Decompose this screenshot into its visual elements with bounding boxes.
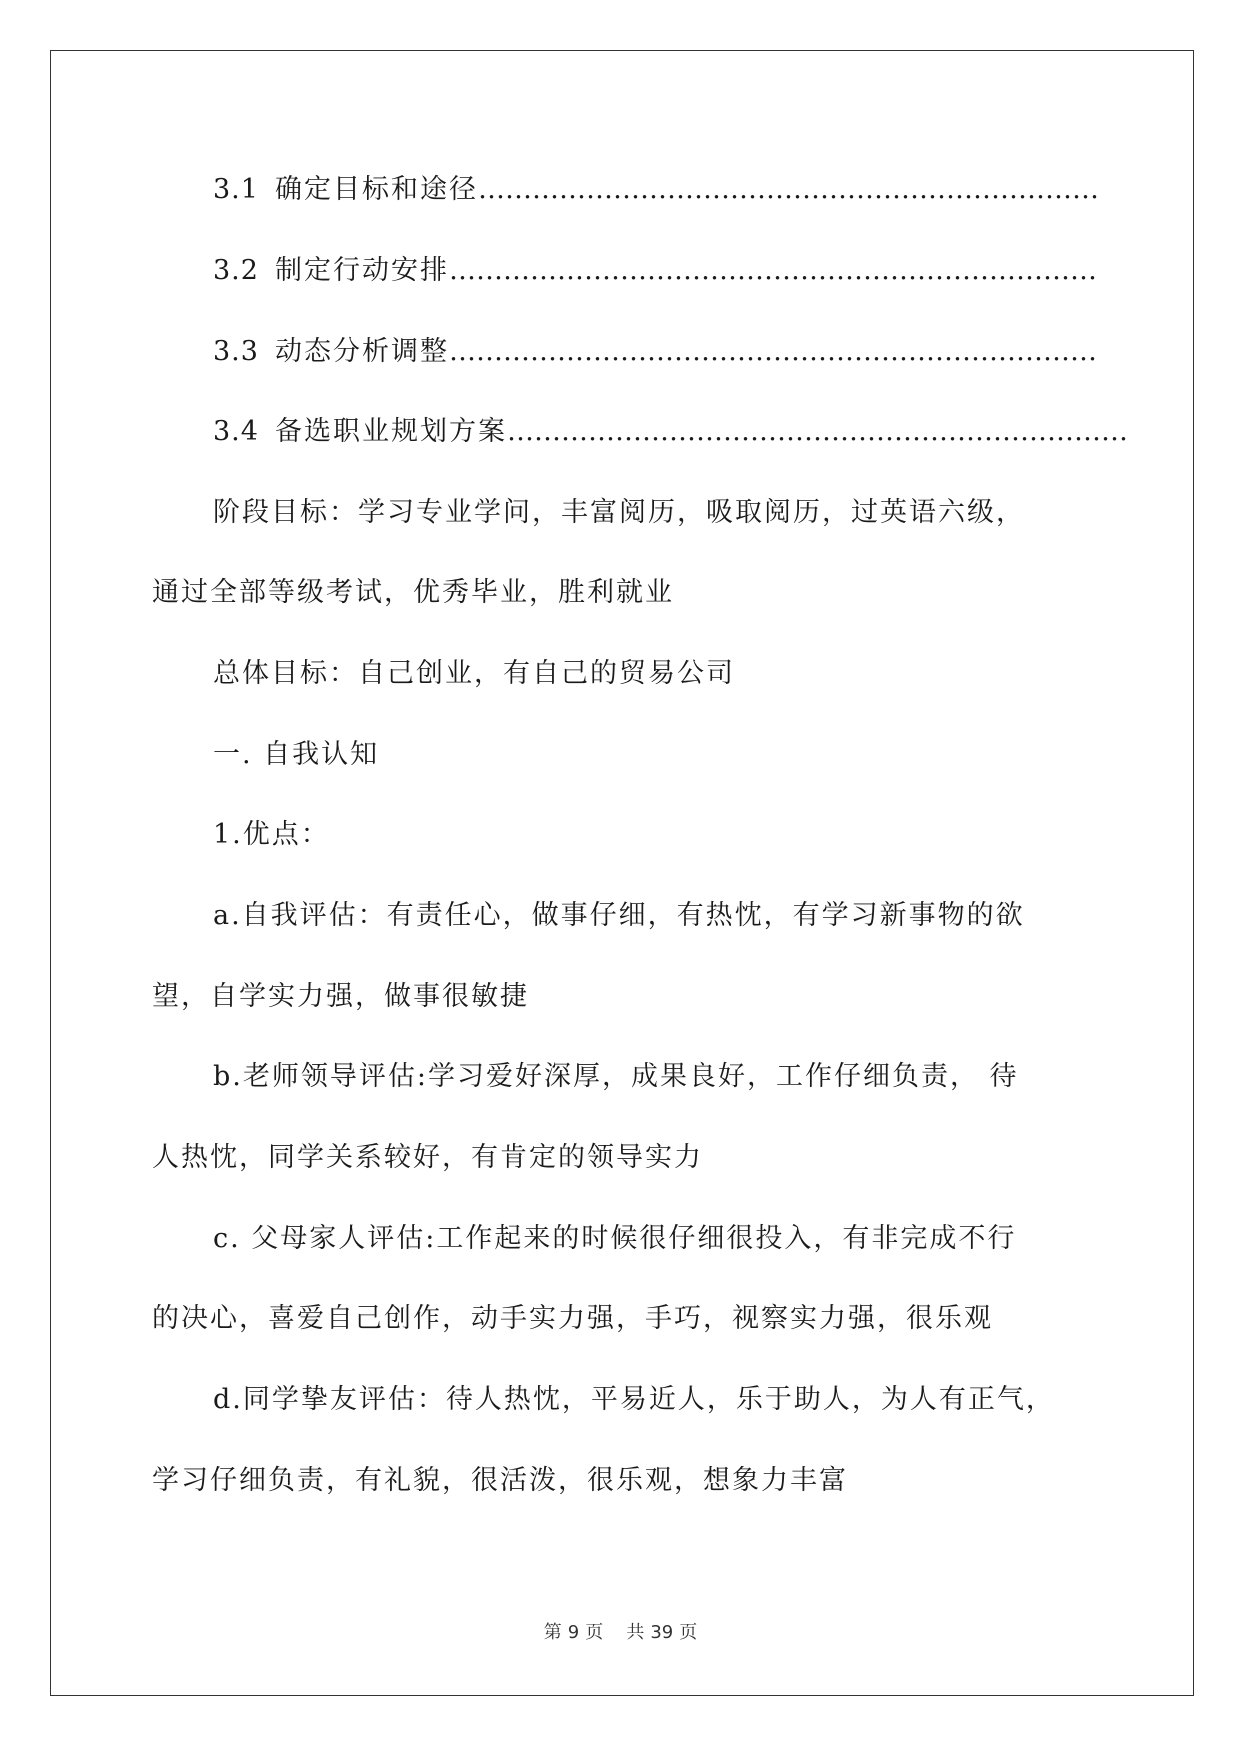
toc-title: 确定目标和途径 <box>274 174 478 205</box>
paragraph-line: b.老师领导评估:学习爱好深厚，成果良好，工作仔细负责， 待 <box>213 1061 1019 1092</box>
toc-number: 3.4 <box>213 416 259 447</box>
page-footer <box>0 1618 1241 1644</box>
paragraph-line: 的决心，喜爱自己创作，动手实力强，手巧，视察实力强，很乐观 <box>152 1303 993 1334</box>
footer-total-pages: 39 <box>650 1622 674 1643</box>
subsection-heading: 1.优点： <box>213 819 330 850</box>
toc-leader-dots: ……………………………………………………………… <box>448 336 1097 367</box>
toc-entry <box>213 334 1097 370</box>
footer-total-prefix: 共 <box>626 1622 645 1643</box>
toc-title: 动态分析调整 <box>274 336 449 367</box>
toc-entry <box>213 253 1097 289</box>
paragraph-line: a.自我评估：有责任心，做事仔细，有热忱，有学习新事物的欲 <box>213 900 1025 931</box>
paragraph-line: 总体目标：自己创业，有自己的贸易公司 <box>213 658 735 689</box>
paragraph-line: 阶段目标：学习专业学问，丰富阅历，吸取阅历，过英语六级， <box>213 497 1025 528</box>
toc-entry <box>213 414 1128 450</box>
toc-leader-dots: ……………………………………………………………… <box>448 255 1097 286</box>
footer-page-label: 页 <box>585 1622 604 1643</box>
paragraph-line: 通过全部等级考试，优秀毕业，胜利就业 <box>152 577 674 608</box>
toc-entry <box>213 172 1099 208</box>
footer-current-page: 9 <box>567 1622 580 1643</box>
toc-title: 备选职业规划方案 <box>274 416 507 447</box>
toc-number: 3.3 <box>213 336 259 367</box>
toc-leader-dots: …………………………………………………………… <box>506 416 1128 447</box>
toc-number: 3.2 <box>213 255 259 286</box>
toc-leader-dots: …………………………………………………………… <box>477 174 1099 205</box>
paragraph-line: c. 父母家人评估:工作起来的时候很仔细很投入，有非完成不行 <box>213 1223 1017 1254</box>
toc-number: 3.1 <box>213 174 259 205</box>
footer-prefix: 第 <box>543 1622 562 1643</box>
paragraph-line: d.同学挚友评估：待人热忱，平易近人，乐于助人，为人有正气， <box>213 1384 1055 1415</box>
section-heading: 一. 自我认知 <box>213 739 380 770</box>
toc-title: 制定行动安排 <box>274 255 449 286</box>
paragraph-line: 望，自学实力强，做事很敏捷 <box>152 981 529 1012</box>
paragraph-line: 人热忱，同学关系较好，有肯定的领导实力 <box>152 1142 703 1173</box>
page-border <box>50 50 1194 1696</box>
footer-total-suffix: 页 <box>679 1622 698 1643</box>
paragraph-line: 学习仔细负责，有礼貌，很活泼，很乐观，想象力丰富 <box>152 1465 848 1496</box>
